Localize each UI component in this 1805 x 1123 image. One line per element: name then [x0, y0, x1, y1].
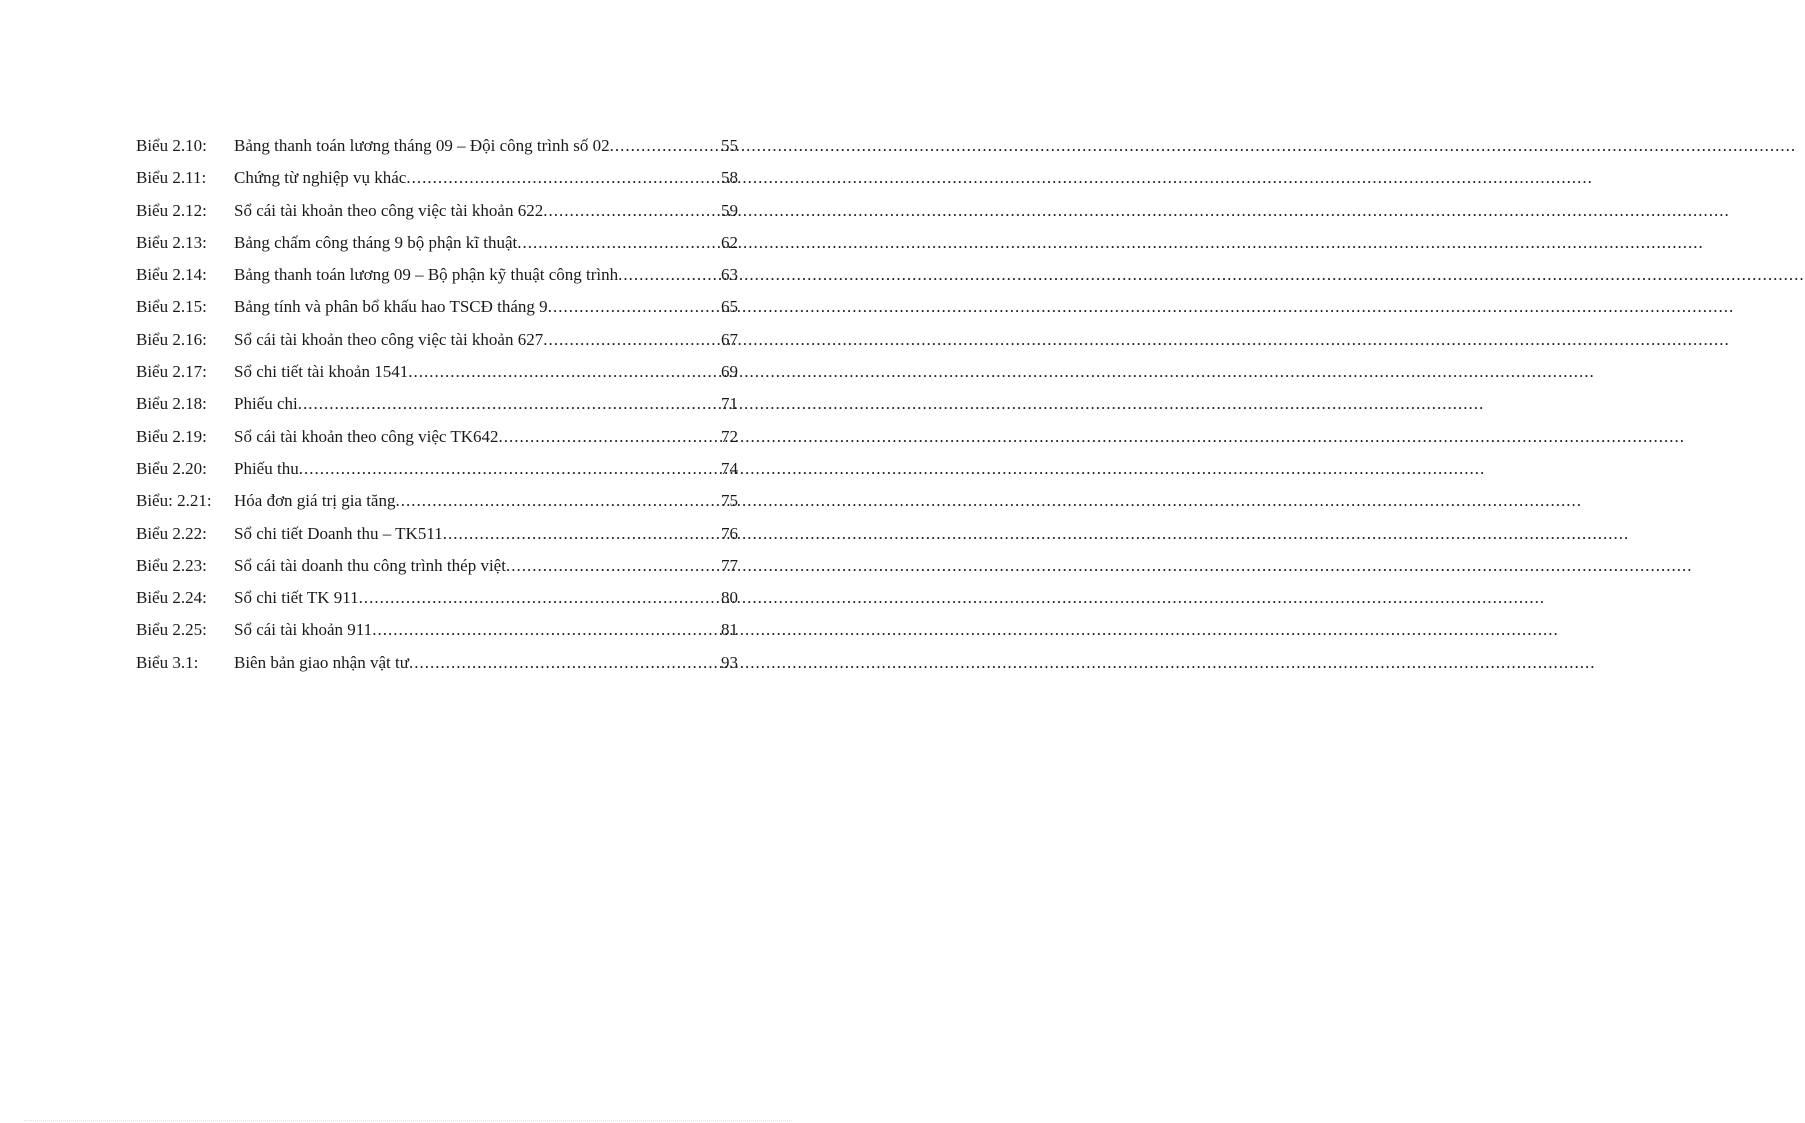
toc-entry-2-23[interactable] — [136, 550, 738, 582]
toc-entry-page: 58 — [721, 168, 738, 188]
toc-entry-label: Biểu 2.23: — [136, 555, 207, 575]
toc-entry-title: Biên bản giao nhận vật tư — [234, 652, 409, 672]
toc-dot-leader — [506, 550, 720, 582]
toc-entry-page: 75 — [721, 491, 738, 511]
toc-entry-title: Bảng thanh toán lương tháng 09 – Đội công trình số 02 — [234, 136, 610, 155]
toc-entry-page: 81 — [721, 620, 738, 640]
toc-entry-2-18[interactable] — [136, 388, 738, 420]
toc-entry-title: Phiếu thu — [234, 458, 299, 478]
toc-entry-title: Sổ cái tài khoản theo công việc tài khoản 627 — [234, 329, 544, 349]
toc-entry-2-10[interactable] — [136, 130, 738, 162]
toc-entry-page: 62 — [721, 232, 738, 252]
toc-entry-page: 93 — [721, 652, 738, 672]
toc-entry-page: 74 — [721, 458, 738, 478]
toc-entry-2-11[interactable] — [136, 162, 738, 194]
toc-entry-2-16[interactable] — [136, 324, 738, 356]
toc-dot-leader — [409, 647, 720, 679]
toc-entry-page: 77 — [721, 555, 738, 575]
toc-dot-leader — [499, 421, 720, 453]
toc-entry-3-1[interactable] — [136, 647, 738, 679]
toc-entry-2-14[interactable] — [136, 259, 738, 291]
toc-entry-page: 80 — [721, 588, 738, 608]
toc-dot-leader — [395, 485, 720, 517]
toc-dot-leader — [298, 388, 720, 420]
toc-entry-label: Biểu 2.16: — [136, 329, 207, 349]
toc-entry-2-17[interactable] — [136, 356, 738, 388]
toc-entry-page: 69 — [721, 362, 738, 382]
toc-dot-leader — [543, 324, 720, 356]
toc-dot-leader — [408, 356, 720, 388]
toc-dot-leader — [517, 227, 720, 259]
toc-entry-title: Sổ cái tài doanh thu công trình thép việt — [234, 555, 506, 575]
toc-entry-label: Biểu 2.25: — [136, 620, 207, 640]
toc-entry-page: 76 — [721, 523, 738, 543]
toc-entry-2-19[interactable] — [136, 421, 738, 453]
toc-entry-page: 72 — [721, 426, 738, 446]
toc-dot-leader — [543, 195, 720, 227]
toc-entry-page: 71 — [721, 394, 738, 414]
toc-dot-leader — [359, 582, 720, 614]
toc-entry-title: Sổ chi tiết Doanh thu – TK511 — [234, 523, 443, 543]
toc-entry-title: Hóa đơn giá trị gia tăng — [234, 491, 396, 511]
toc-dot-leader — [406, 162, 720, 194]
toc-entry-2-13[interactable] — [136, 227, 738, 259]
toc-entry-2-15[interactable] — [136, 291, 738, 323]
toc-dot-leader — [610, 130, 720, 162]
toc-entry-label: Biểu 2.12: — [136, 200, 207, 220]
toc-entry-title: Sổ chi tiết TK 911 — [234, 588, 359, 608]
toc-entry-title: Bảng tính và phân bổ khấu hao TSCĐ tháng 9 — [234, 297, 548, 317]
toc-entry-label: Biểu 2.20: — [136, 458, 207, 478]
toc-entry-page: 63 — [721, 265, 738, 285]
toc-entry-title: Chứng từ nghiệp vụ khác — [234, 168, 407, 188]
toc-entry-label: Biểu: 2.21: — [136, 491, 212, 511]
page-bottom-divider — [24, 1120, 792, 1121]
toc-entry-title: Sổ cái tài khoản theo công việc TK642 — [234, 426, 499, 446]
toc-entry-label: Biểu 2.22: — [136, 523, 207, 543]
toc-entry-title: Sổ cái tài khoản 911 — [234, 620, 373, 640]
toc-entry-2-20[interactable] — [136, 453, 738, 485]
table-of-figures — [136, 130, 738, 679]
toc-entry-label: Biểu 2.11: — [136, 168, 207, 188]
toc-entry-label: Biểu 2.18: — [136, 394, 207, 414]
toc-entry-2-21[interactable] — [136, 485, 738, 517]
toc-entry-page: 65 — [721, 297, 738, 317]
toc-entry-page: 67 — [721, 329, 738, 349]
toc-entry-title: Phiếu chi — [234, 394, 298, 414]
toc-entry-label: Biểu 2.13: — [136, 232, 207, 252]
toc-dot-leader — [548, 291, 720, 323]
toc-entry-label: Biểu 2.15: — [136, 297, 207, 317]
toc-entry-label: Biểu 2.19: — [136, 426, 207, 446]
toc-dot-leader — [299, 453, 720, 485]
toc-entry-label: Biểu 3.1: — [136, 652, 199, 672]
toc-entry-2-12[interactable] — [136, 195, 738, 227]
toc-entry-title: Bảng chấm công tháng 9 bộ phận kĩ thuật — [234, 232, 518, 252]
toc-entry-label: Biểu 2.10: — [136, 136, 207, 155]
toc-entry-label: Biểu 2.14: — [136, 265, 207, 285]
toc-entry-label: Biểu 2.24: — [136, 588, 207, 608]
toc-entry-page: 55 — [721, 136, 738, 155]
toc-dot-leader — [372, 614, 720, 646]
toc-entry-label: Biểu 2.17: — [136, 362, 207, 382]
toc-dot-leader — [443, 518, 720, 550]
toc-entry-title: Sổ cái tài khoản theo công việc tài khoản 622 — [234, 200, 544, 220]
toc-entry-title: Sổ chi tiết tài khoản 1541 — [234, 362, 409, 382]
toc-entry-2-25[interactable] — [136, 614, 738, 646]
toc-entry-2-24[interactable] — [136, 582, 738, 614]
toc-entry-2-22[interactable] — [136, 518, 738, 550]
toc-entry-page: 59 — [721, 200, 738, 220]
toc-entry-title: Bảng thanh toán lương 09 – Bộ phận kỹ thuật công trình — [234, 265, 619, 285]
toc-dot-leader — [618, 259, 720, 291]
